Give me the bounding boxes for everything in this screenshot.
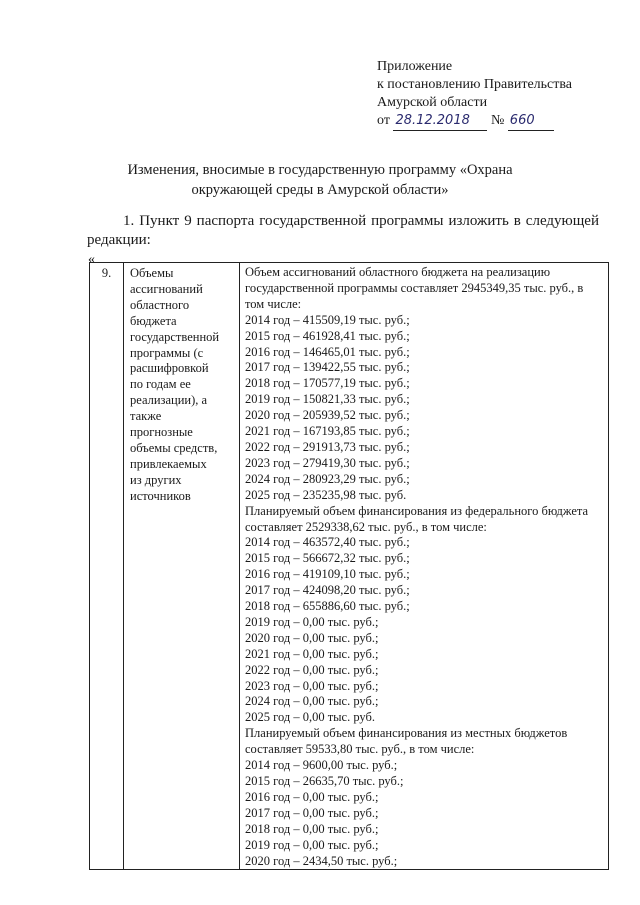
table-row [90, 263, 609, 870]
content-line: 2019 год – 0,00 тыс. руб.; [245, 614, 379, 629]
region-label: Амурской области [377, 95, 488, 110]
content-line: 2016 год – 419109,10 тыс. руб.; [245, 567, 410, 582]
content-line: 2024 год – 0,00 тыс. руб.; [245, 694, 379, 709]
appendix-block [377, 58, 572, 131]
name-line: программы (с [130, 345, 204, 360]
resolution-label: к постановлению Правительства [377, 77, 573, 92]
content-line: 2022 год – 0,00 тыс. руб.; [245, 662, 379, 677]
row-name-cell [124, 263, 240, 870]
name-line: Объемы [130, 266, 174, 280]
content-line: 2025 год – 0,00 тыс. руб. [245, 710, 376, 725]
content-line: 2023 год – 0,00 тыс. руб.; [245, 678, 379, 693]
content-line: 2014 год – 463572,40 тыс. руб.; [245, 535, 410, 550]
content-line: 2016 год – 0,00 тыс. руб.; [245, 789, 379, 804]
name-line: объемы средств, [130, 440, 218, 455]
content-line: 2016 год – 146465,01 тыс. руб.; [245, 344, 410, 359]
content-line: 2017 год – 0,00 тыс. руб.; [245, 805, 379, 820]
content-line: государственной программы составляет 2945349,35 тыс. руб., в [245, 280, 584, 295]
content-line: 2019 год – 0,00 тыс. руб.; [245, 837, 379, 852]
row-number-cell: 9. [90, 263, 124, 870]
number-label: № [490, 113, 505, 128]
name-line: расшифровкой [130, 361, 209, 376]
open-quote: « [88, 252, 95, 267]
from-label: от [377, 113, 390, 128]
name-line: бюджета [130, 313, 177, 328]
name-line: по годам ее [130, 377, 191, 392]
document-title [0, 160, 640, 200]
title-line-1: Изменения, вносимые в государственную программу «Охрана [127, 162, 513, 178]
date-number-line [377, 112, 572, 131]
content-line: 2017 год – 424098,20 тыс. руб.; [245, 583, 410, 598]
title-line-2: окружающей среды в Амурской области» [191, 182, 449, 198]
appendix-label: Приложение [377, 59, 453, 74]
content-line: 2023 год – 279419,30 тыс. руб.; [245, 455, 410, 470]
name-line: государственной [130, 329, 220, 344]
content-line: 2014 год – 415509,19 тыс. руб.; [245, 312, 410, 327]
content-line: Планируемый объем финансирования из федерального бюджета [245, 503, 589, 518]
name-line: ассигнований [130, 281, 203, 296]
content-line: том числе: [245, 296, 302, 311]
row-content-cell [240, 263, 609, 870]
content-line: 2015 год – 461928,41 тыс. руб.; [245, 328, 410, 343]
content-line: 2021 год – 167193,85 тыс. руб.; [245, 424, 410, 439]
content-line: 2020 год – 2434,50 тыс. руб.; [245, 853, 398, 868]
name-line: прогнозные [130, 425, 193, 440]
handwritten-number: 660 [508, 112, 554, 131]
name-line: реализации), а [130, 393, 208, 408]
content-line: 2018 год – 655886,60 тыс. руб.; [245, 599, 410, 614]
content-line: 2022 год – 291913,73 тыс. руб.; [245, 439, 410, 454]
passport-table [89, 262, 609, 870]
content-line: 2018 год – 170577,19 тыс. руб.; [245, 376, 410, 391]
content-line: составляет 59533,80 тыс. руб., в том числе: [245, 742, 475, 757]
content-line: 2018 год – 0,00 тыс. руб.; [245, 821, 379, 836]
name-line: источников [130, 488, 191, 503]
content-line: 2019 год – 150821,33 тыс. руб.; [245, 392, 410, 407]
content-line: 2020 год – 205939,52 тыс. руб.; [245, 408, 410, 423]
content-line: 2024 год – 280923,29 тыс. руб.; [245, 471, 410, 486]
content-line: 2015 год – 26635,70 тыс. руб.; [245, 774, 404, 788]
name-line: привлекаемых [130, 456, 207, 471]
content-line: Планируемый объем финансирования из местных бюджетов [245, 726, 568, 741]
content-line: 2017 год – 139422,55 тыс. руб.; [245, 360, 410, 375]
content-line: 2015 год – 566672,32 тыс. руб.; [245, 551, 410, 566]
content-line: 2021 год – 0,00 тыс. руб.; [245, 646, 379, 661]
content-line: 2020 год – 0,00 тыс. руб.; [245, 630, 379, 645]
content-line: 2025 год – 235235,98 тыс. руб. [245, 487, 407, 502]
content-line: 2014 год – 9600,00 тыс. руб.; [245, 758, 398, 773]
intro-paragraph: 1. Пункт 9 паспорта государственной программы изложить в следующей редакции: [87, 213, 599, 248]
handwritten-date: 28.12.2018 [393, 112, 487, 131]
name-line: также [130, 409, 162, 424]
content-line: составляет 2529338,62 тыс. руб., в том числе: [245, 519, 487, 534]
name-line: из других [130, 472, 182, 487]
content-line: Объем ассигнований областного бюджета на реализацию [245, 265, 551, 279]
name-line: областного [130, 297, 190, 312]
